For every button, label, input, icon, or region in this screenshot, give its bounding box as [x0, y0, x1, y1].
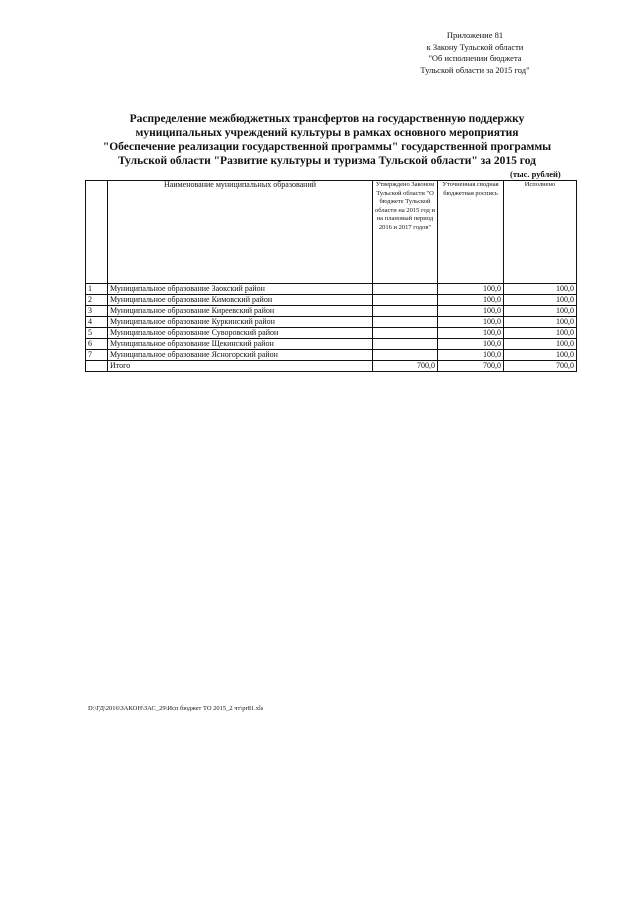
table-total-row: [86, 361, 577, 372]
row-executed: 100,0: [504, 306, 577, 317]
title-line-1: Распределение межбюджетных трансфертов на государственную поддержку: [129, 113, 525, 125]
row-refined: 100,0: [438, 295, 504, 306]
title-line-3: "Обеспечение реализации государственной программы" государственной программы: [102, 141, 552, 153]
total-approved: 700,0: [373, 361, 438, 372]
file-path-footer: D:\ГД\2016\ЗАКОН\ЗАС_29\Исп бюджет ТО 2015_2 чт\pr81.xls: [88, 705, 264, 712]
row-refined: 100,0: [438, 317, 504, 328]
row-name: Муниципальное образование Заокский район: [108, 284, 373, 295]
row-index: 7: [86, 350, 108, 361]
title-line-4: Тульской области "Развитие культуры и туризма Тульской области" за 2015 год: [118, 155, 536, 167]
row-index: 2: [86, 295, 108, 306]
row-refined: 100,0: [438, 350, 504, 361]
table-row: [86, 339, 577, 350]
appendix-line-2: к Закону Тульской области: [426, 41, 524, 52]
total-executed: 700,0: [504, 361, 577, 372]
total-label: Итого: [108, 361, 373, 372]
row-executed: 100,0: [504, 317, 577, 328]
row-index: 1: [86, 284, 108, 295]
row-approved: [373, 306, 438, 317]
row-name: Муниципальное образование Щекинский район: [108, 339, 373, 350]
document-title: [72, 112, 582, 168]
title-line-2: муниципальных учреждений культуры в рамках основного мероприятия: [135, 127, 519, 139]
row-index: 5: [86, 328, 108, 339]
row-refined: 100,0: [438, 328, 504, 339]
row-index: 3: [86, 306, 108, 317]
table-row: [86, 306, 577, 317]
row-name: Муниципальное образование Ясногорский район: [108, 350, 373, 361]
total-refined: 700,0: [438, 361, 504, 372]
row-approved: [373, 284, 438, 295]
table-row: [86, 295, 577, 306]
row-refined: 100,0: [438, 306, 504, 317]
row-approved: [373, 328, 438, 339]
row-approved: [373, 350, 438, 361]
header-approved: Утверждено Законом Тульской области "О бюджете Тульской области на 2015 год и на плановый период 2016 и 2017 годов": [373, 181, 438, 284]
row-index: 4: [86, 317, 108, 328]
row-executed: 100,0: [504, 350, 577, 361]
row-refined: 100,0: [438, 284, 504, 295]
row-executed: 100,0: [504, 328, 577, 339]
row-executed: 100,0: [504, 284, 577, 295]
header-refined: Уточненная сводная бюджетная роспись: [438, 181, 504, 284]
total-index: [86, 361, 108, 372]
header-name: Наименование муниципальных образований: [108, 181, 373, 284]
header-index: [86, 181, 108, 284]
appendix-line-4: Тульской области за 2015 год": [420, 64, 530, 75]
appendix-line-3: "Об исполнении бюджета: [428, 53, 522, 63]
row-approved: [373, 317, 438, 328]
row-approved: [373, 339, 438, 350]
transfers-table: [85, 180, 577, 372]
header-executed: Исполнено: [504, 181, 577, 284]
row-name: Муниципальное образование Кимовский район: [108, 295, 373, 306]
row-name: Муниципальное образование Куркинский район: [108, 317, 373, 328]
row-refined: 100,0: [438, 339, 504, 350]
table-row: [86, 317, 577, 328]
row-executed: 100,0: [504, 339, 577, 350]
table-header-row: [86, 181, 577, 284]
row-name: Муниципальное образование Киреевский район: [108, 306, 373, 317]
appendix-line-1: Приложение 81: [446, 30, 504, 40]
row-approved: [373, 295, 438, 306]
table-row: [86, 350, 577, 361]
units-label: (тыс. рублей): [510, 169, 561, 179]
row-executed: 100,0: [504, 295, 577, 306]
table-row: [86, 284, 577, 295]
row-name: Муниципальное образование Суворовский район: [108, 328, 373, 339]
row-index: 6: [86, 339, 108, 350]
table-row: [86, 328, 577, 339]
appendix-block: [395, 30, 555, 76]
